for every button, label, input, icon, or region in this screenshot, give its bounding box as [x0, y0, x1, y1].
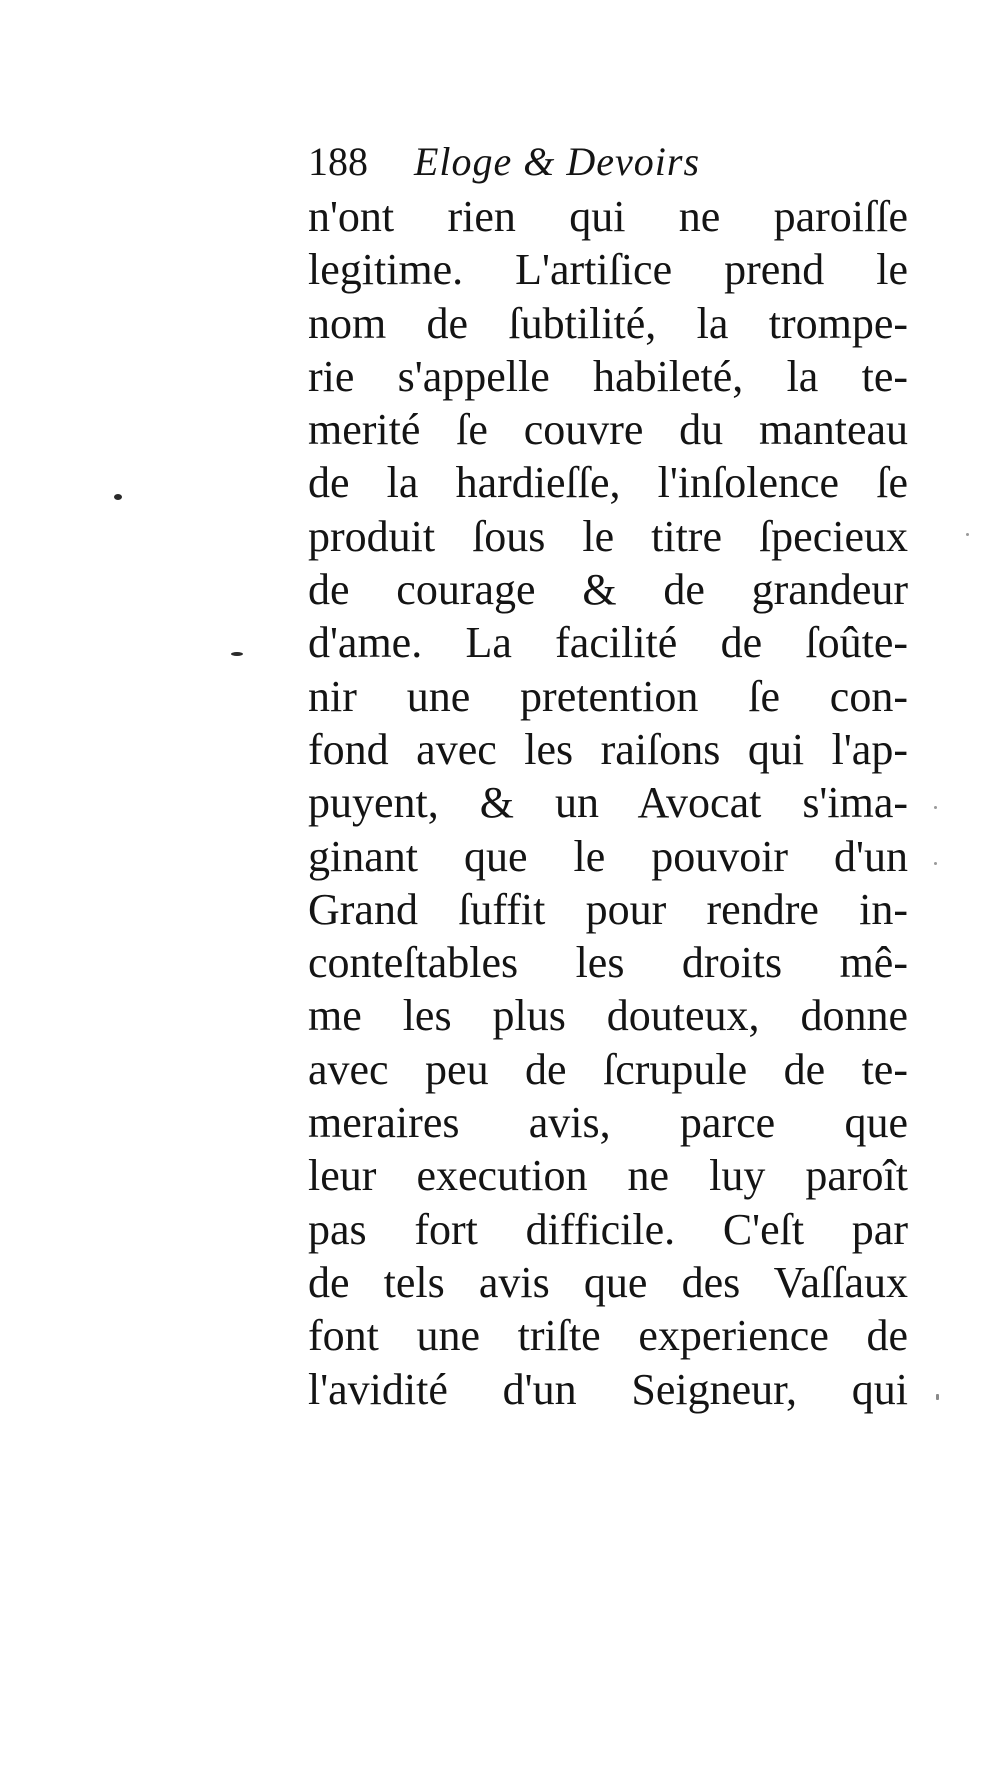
ink-speck	[231, 652, 243, 656]
text-line: puyent, & un Avocat s'ima-	[308, 778, 908, 828]
ink-speck	[966, 533, 969, 536]
text-line: me les plus douteux, donne	[308, 991, 908, 1041]
text-line: meraires avis, parce que	[308, 1098, 908, 1148]
text-line: Grand ſuffit pour rendre in-	[308, 884, 908, 934]
text-line: rie s'appelle habileté, la te-	[308, 351, 908, 401]
text-line: conteſtables les droits mê-	[308, 938, 908, 988]
ink-speck	[934, 862, 937, 865]
text-line: pas fort difficile. C'eſt par	[308, 1204, 908, 1254]
running-head	[308, 132, 928, 192]
text-line: produit ſous le titre ſpecieux	[308, 511, 908, 561]
text-line: legitime. L'artiſice prend le	[308, 245, 908, 295]
text-line: de la hardieſſe, l'inſolence ſe	[308, 458, 908, 508]
text-line: leur execution ne luy paroît	[308, 1151, 908, 1201]
ink-speck	[934, 806, 937, 809]
running-title: Eloge & Devoirs	[414, 139, 701, 184]
text-line: ginant que le pouvoir d'un	[308, 831, 908, 881]
text-line: d'ame. La facilité de ſoûte-	[308, 618, 908, 668]
ink-speck	[114, 494, 122, 500]
text-line: nom de ſubtilité, la trompe-	[308, 298, 908, 348]
body-text	[308, 190, 908, 1416]
text-line: nir une pretention ſe con-	[308, 671, 908, 721]
text-line: n'ont rien qui ne paroiſſe	[308, 192, 908, 241]
text-line: l'avidité d'un Seigneur, qui	[308, 1364, 908, 1414]
ink-speck	[936, 1394, 939, 1400]
text-line: merité ſe couvre du manteau	[308, 405, 908, 455]
text-line: de tels avis que des Vaſſaux	[308, 1257, 908, 1307]
text-line: de courage & de grandeur	[308, 565, 908, 615]
text-line: font une triſte experience de	[308, 1311, 908, 1361]
text-line: avec peu de ſcrupule de te-	[308, 1044, 908, 1094]
text-line: fond avec les raiſons qui l'ap-	[308, 724, 908, 774]
page-number: 188	[308, 139, 368, 184]
